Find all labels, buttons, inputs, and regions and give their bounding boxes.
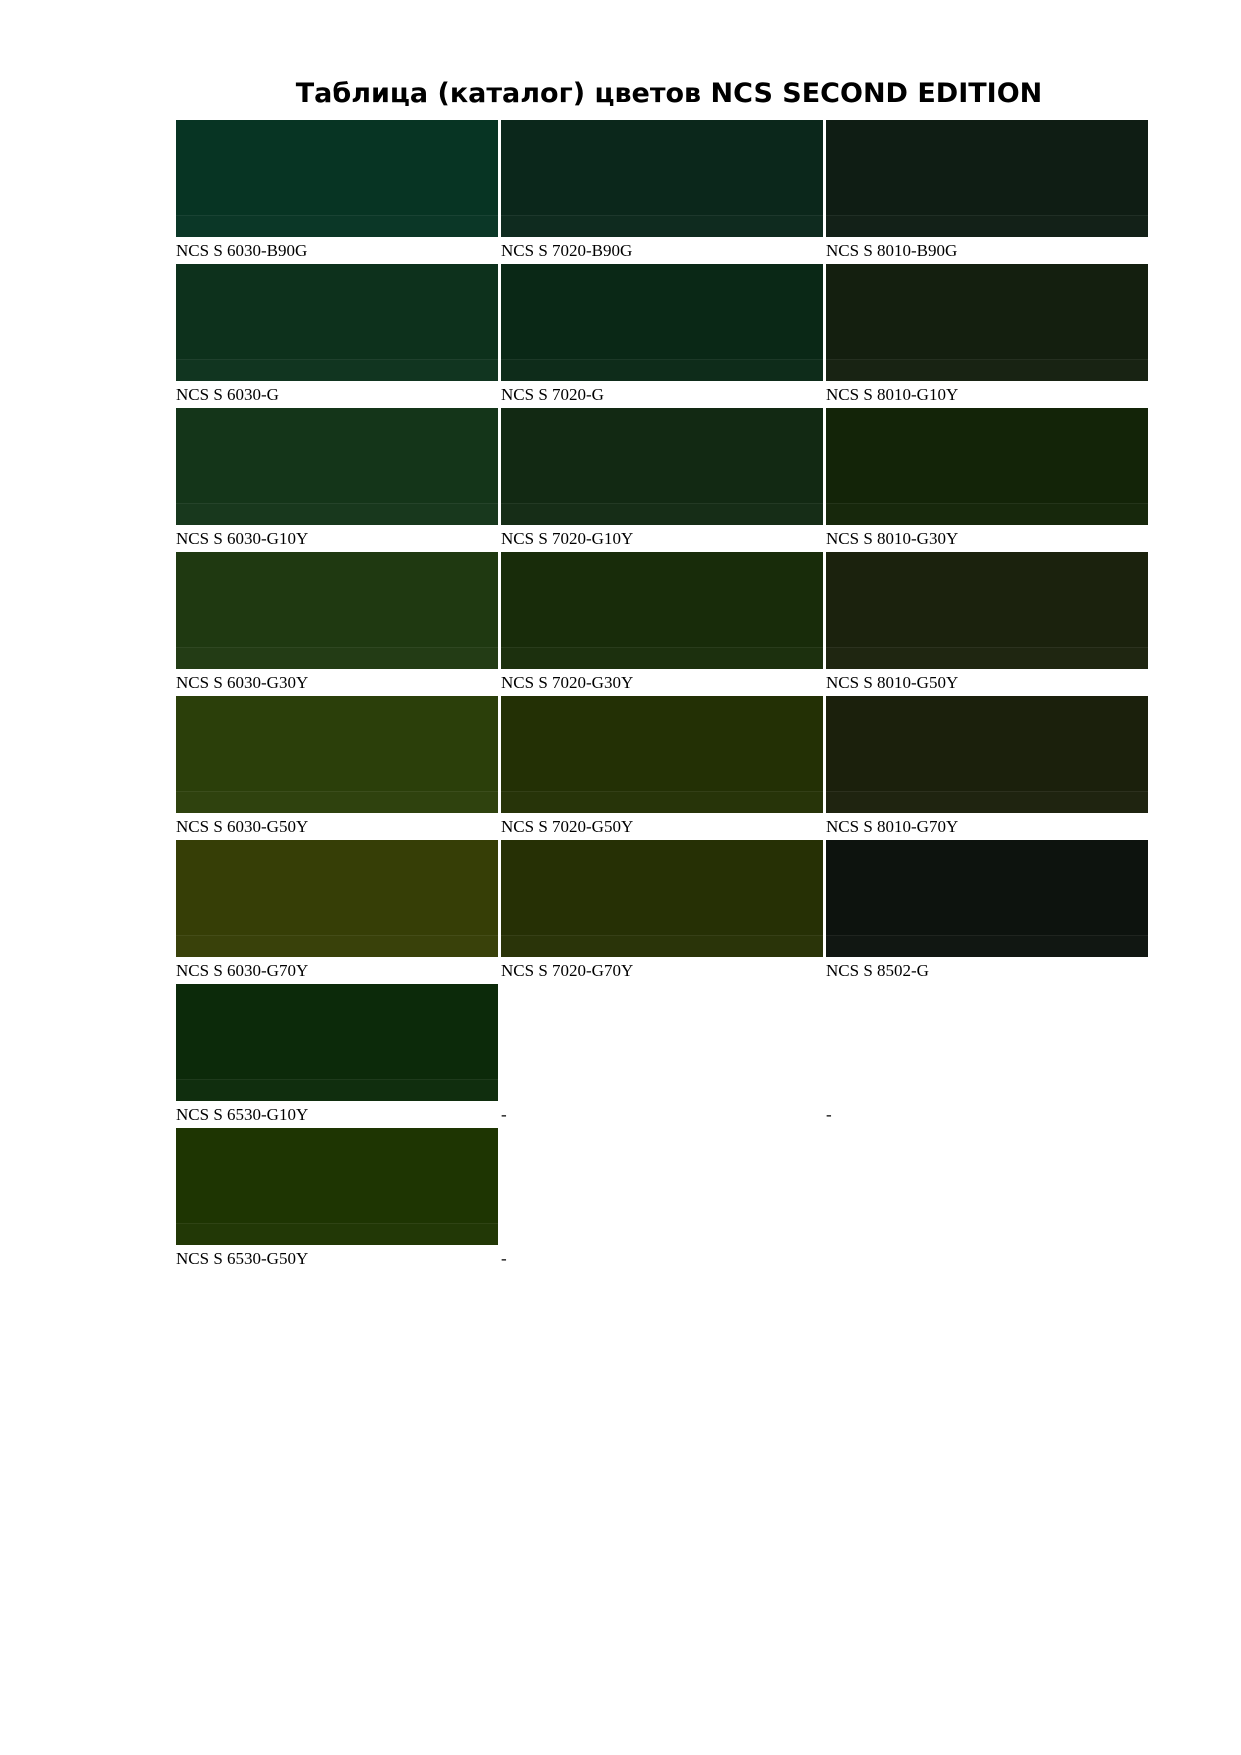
swatch-label: NCS S 7020-B90G <box>501 241 633 260</box>
color-swatch <box>501 120 823 237</box>
color-swatch <box>826 552 1148 669</box>
swatch-divider <box>501 935 823 936</box>
swatch-divider <box>826 791 1148 792</box>
swatch-divider <box>176 1079 498 1080</box>
swatch-divider <box>176 503 498 504</box>
color-swatch <box>501 840 823 957</box>
swatch-label: NCS S 6030-G50Y <box>176 817 309 836</box>
color-swatch <box>826 840 1148 957</box>
swatch-label: NCS S 8010-G70Y <box>826 817 959 836</box>
swatch-divider <box>826 359 1148 360</box>
swatch-divider <box>176 359 498 360</box>
color-swatch <box>176 984 498 1101</box>
color-swatch <box>826 696 1148 813</box>
color-swatch <box>176 696 498 813</box>
color-swatch <box>176 408 498 525</box>
swatch-cell <box>176 840 498 982</box>
swatch-divider <box>501 503 823 504</box>
swatch-label: NCS S 7020-G10Y <box>501 529 634 548</box>
color-swatch <box>176 120 498 237</box>
swatch-divider <box>826 503 1148 504</box>
swatch-label: NCS S 8502-G <box>826 961 929 980</box>
color-swatch <box>176 264 498 381</box>
swatch-divider <box>176 215 498 216</box>
swatch-label: NCS S 6030-B90G <box>176 241 308 260</box>
swatch-divider <box>501 647 823 648</box>
swatch-cell <box>176 1128 498 1270</box>
swatch-label: NCS S 7020-G70Y <box>501 961 634 980</box>
swatch-cell <box>176 984 498 1126</box>
swatch-cell <box>826 408 1148 550</box>
swatch-label: - <box>826 1105 832 1124</box>
swatch-divider <box>501 359 823 360</box>
swatch-cell <box>501 408 823 550</box>
swatch-divider <box>176 791 498 792</box>
swatch-cell <box>826 552 1148 694</box>
swatch-label: NCS S 6030-G30Y <box>176 673 309 692</box>
swatch-divider <box>176 935 498 936</box>
swatch-label: NCS S 8010-G10Y <box>826 385 959 404</box>
swatch-divider <box>826 647 1148 648</box>
color-swatch <box>501 552 823 669</box>
swatch-cell <box>176 264 498 406</box>
swatch-cell <box>826 840 1148 982</box>
swatch-cell <box>176 552 498 694</box>
swatch-label: NCS S 8010-G50Y <box>826 673 959 692</box>
swatch-label: NCS S 8010-G30Y <box>826 529 959 548</box>
swatch-cell <box>501 120 823 262</box>
swatch-label: NCS S 8010-B90G <box>826 241 958 260</box>
swatch-cell <box>826 120 1148 262</box>
color-swatch <box>826 120 1148 237</box>
swatch-divider <box>176 1223 498 1224</box>
swatch-label: NCS S 6030-G10Y <box>176 529 309 548</box>
color-swatch <box>501 264 823 381</box>
swatch-cell <box>826 696 1148 838</box>
color-swatch <box>826 408 1148 525</box>
color-swatch <box>176 552 498 669</box>
color-swatch <box>501 408 823 525</box>
swatch-cell <box>826 264 1148 406</box>
swatch-cell <box>501 840 823 982</box>
swatch-cell <box>501 552 823 694</box>
swatch-cell <box>501 264 823 406</box>
swatch-divider <box>501 215 823 216</box>
swatch-cell <box>501 984 823 1126</box>
swatch-cell <box>826 984 1148 1126</box>
color-swatch <box>501 696 823 813</box>
color-swatch <box>176 1128 498 1245</box>
swatch-cell <box>176 696 498 838</box>
swatch-label: NCS S 7020-G50Y <box>501 817 634 836</box>
swatch-divider <box>501 791 823 792</box>
swatch-divider <box>176 647 498 648</box>
swatch-label: NCS S 7020-G30Y <box>501 673 634 692</box>
color-swatch <box>826 264 1148 381</box>
swatch-divider <box>826 215 1148 216</box>
color-swatch <box>176 840 498 957</box>
swatch-cell <box>501 1128 823 1270</box>
swatch-label: NCS S 6030-G70Y <box>176 961 309 980</box>
swatch-label: NCS S 6030-G <box>176 385 279 404</box>
page-title: Таблица (каталог) цветов NCS SECOND EDITION <box>295 78 1043 109</box>
swatch-label: NCS S 6530-G50Y <box>176 1249 309 1268</box>
swatch-label: NCS S 7020-G <box>501 385 604 404</box>
swatch-divider <box>826 935 1148 936</box>
swatch-label: - <box>501 1249 507 1268</box>
swatch-label: NCS S 6530-G10Y <box>176 1105 309 1124</box>
swatch-cell <box>501 696 823 838</box>
swatch-label: - <box>501 1105 507 1124</box>
swatch-cell <box>176 120 498 262</box>
swatch-cell <box>176 408 498 550</box>
